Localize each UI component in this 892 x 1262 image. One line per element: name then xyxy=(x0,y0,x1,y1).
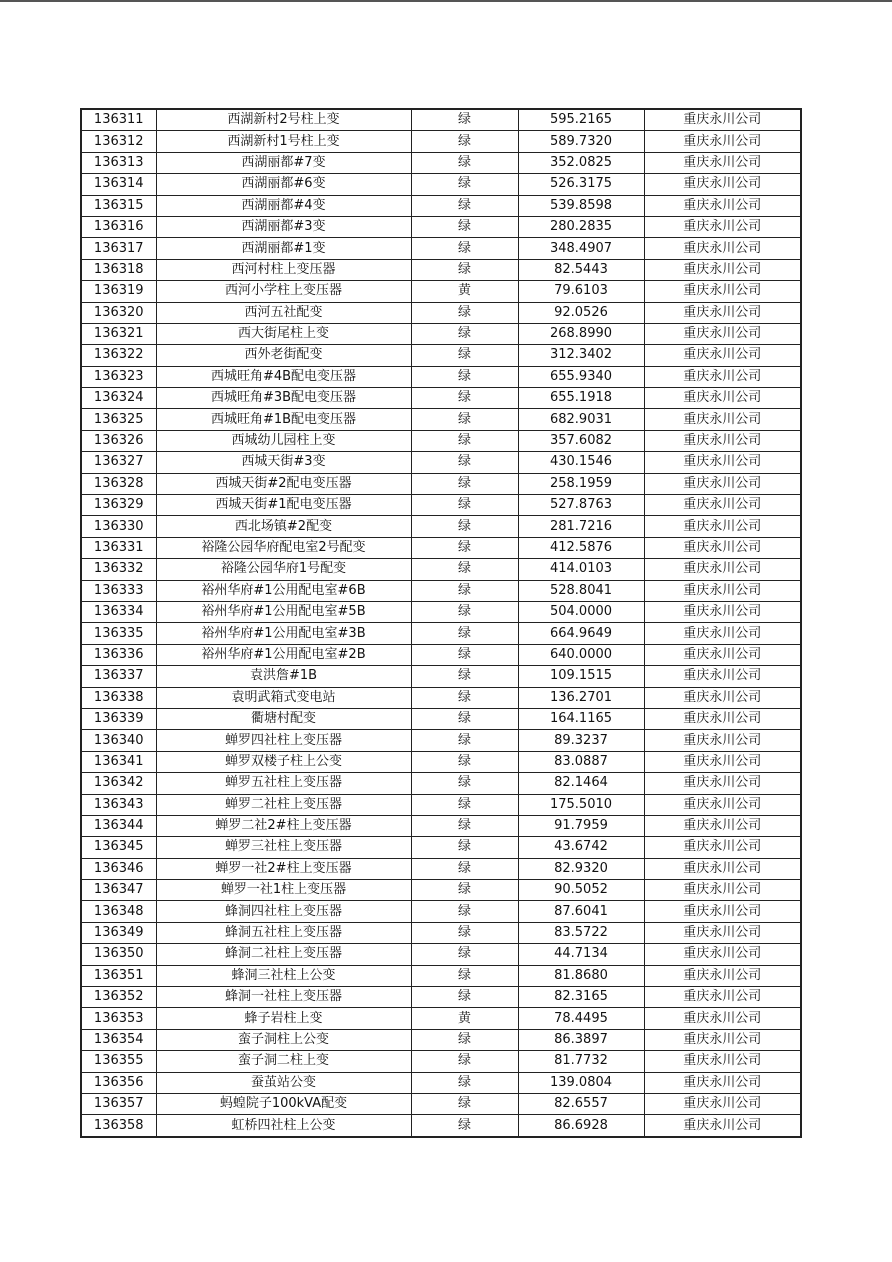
status-cell: 绿 xyxy=(411,452,518,473)
status-cell: 绿 xyxy=(411,366,518,387)
transformer-name-cell: 虹桥四社柱上公变 xyxy=(156,1115,411,1137)
status-cell: 绿 xyxy=(411,987,518,1008)
company-cell: 重庆永川公司 xyxy=(644,773,801,794)
company-cell: 重庆永川公司 xyxy=(644,430,801,451)
table-row xyxy=(81,687,801,708)
row-id-cell: 136331 xyxy=(81,537,156,558)
value-cell: 504.0000 xyxy=(518,601,644,622)
company-cell: 重庆永川公司 xyxy=(644,901,801,922)
table-row xyxy=(81,259,801,280)
transformer-name-cell: 西湖丽都#1变 xyxy=(156,238,411,259)
row-id-cell: 136347 xyxy=(81,880,156,901)
company-cell: 重庆永川公司 xyxy=(644,708,801,729)
company-cell: 重庆永川公司 xyxy=(644,302,801,323)
company-cell: 重庆永川公司 xyxy=(644,281,801,302)
company-cell: 重庆永川公司 xyxy=(644,409,801,430)
transformer-name-cell: 裕州华府#1公用配电室#6B xyxy=(156,580,411,601)
row-id-cell: 136345 xyxy=(81,837,156,858)
value-cell: 412.5876 xyxy=(518,537,644,558)
transformer-name-cell: 西河村柱上变压器 xyxy=(156,259,411,280)
value-cell: 527.8763 xyxy=(518,495,644,516)
company-cell: 重庆永川公司 xyxy=(644,965,801,986)
transformer-name-cell: 西外老街配变 xyxy=(156,345,411,366)
status-cell: 绿 xyxy=(411,131,518,152)
row-id-cell: 136314 xyxy=(81,174,156,195)
row-id-cell: 136351 xyxy=(81,965,156,986)
company-cell: 重庆永川公司 xyxy=(644,623,801,644)
transformer-name-cell: 裕隆公园华府配电室2号配变 xyxy=(156,537,411,558)
status-cell: 绿 xyxy=(411,644,518,665)
company-cell: 重庆永川公司 xyxy=(644,1115,801,1137)
transformer-name-cell: 蚂蝗院子100kVA配变 xyxy=(156,1093,411,1114)
row-id-cell: 136320 xyxy=(81,302,156,323)
table-row xyxy=(81,666,801,687)
status-cell: 绿 xyxy=(411,815,518,836)
status-cell: 绿 xyxy=(411,473,518,494)
company-cell: 重庆永川公司 xyxy=(644,944,801,965)
status-cell: 绿 xyxy=(411,1115,518,1137)
value-cell: 44.7134 xyxy=(518,944,644,965)
status-cell: 绿 xyxy=(411,388,518,409)
value-cell: 430.1546 xyxy=(518,452,644,473)
value-cell: 83.0887 xyxy=(518,751,644,772)
company-cell: 重庆永川公司 xyxy=(644,880,801,901)
value-cell: 82.3165 xyxy=(518,987,644,1008)
value-cell: 268.8990 xyxy=(518,323,644,344)
row-id-cell: 136349 xyxy=(81,922,156,943)
transformer-name-cell: 西城天街#3变 xyxy=(156,452,411,473)
row-id-cell: 136353 xyxy=(81,1008,156,1029)
value-cell: 281.7216 xyxy=(518,516,644,537)
value-cell: 655.1918 xyxy=(518,388,644,409)
company-cell: 重庆永川公司 xyxy=(644,580,801,601)
company-cell: 重庆永川公司 xyxy=(644,794,801,815)
transformer-name-cell: 西北场镇#2配变 xyxy=(156,516,411,537)
transformer-name-cell: 蛮子洞柱上公变 xyxy=(156,1029,411,1050)
status-cell: 绿 xyxy=(411,794,518,815)
status-cell: 绿 xyxy=(411,965,518,986)
row-id-cell: 136355 xyxy=(81,1051,156,1072)
transformer-name-cell: 蝉罗五社柱上变压器 xyxy=(156,773,411,794)
row-id-cell: 136356 xyxy=(81,1072,156,1093)
value-cell: 86.3897 xyxy=(518,1029,644,1050)
value-cell: 109.1515 xyxy=(518,666,644,687)
company-cell: 重庆永川公司 xyxy=(644,751,801,772)
status-cell: 绿 xyxy=(411,259,518,280)
row-id-cell: 136327 xyxy=(81,452,156,473)
status-cell: 绿 xyxy=(411,174,518,195)
table-row xyxy=(81,516,801,537)
table-row xyxy=(81,1072,801,1093)
row-id-cell: 136329 xyxy=(81,495,156,516)
table-row xyxy=(81,987,801,1008)
value-cell: 83.5722 xyxy=(518,922,644,943)
table-row xyxy=(81,1051,801,1072)
transformer-name-cell: 蚕茧站公变 xyxy=(156,1072,411,1093)
transformer-name-cell: 裕州华府#1公用配电室#5B xyxy=(156,601,411,622)
transformer-name-cell: 蜂洞三社柱上公变 xyxy=(156,965,411,986)
transformer-name-cell: 蝉罗双楼子柱上公变 xyxy=(156,751,411,772)
status-cell: 绿 xyxy=(411,559,518,580)
status-cell: 绿 xyxy=(411,773,518,794)
status-cell: 绿 xyxy=(411,238,518,259)
table-row xyxy=(81,858,801,879)
value-cell: 589.7320 xyxy=(518,131,644,152)
table-row xyxy=(81,794,801,815)
status-cell: 绿 xyxy=(411,409,518,430)
company-cell: 重庆永川公司 xyxy=(644,452,801,473)
transformer-name-cell: 袁洪詹#1B xyxy=(156,666,411,687)
value-cell: 82.5443 xyxy=(518,259,644,280)
row-id-cell: 136315 xyxy=(81,195,156,216)
value-cell: 86.6928 xyxy=(518,1115,644,1137)
row-id-cell: 136358 xyxy=(81,1115,156,1137)
value-cell: 78.4495 xyxy=(518,1008,644,1029)
row-id-cell: 136354 xyxy=(81,1029,156,1050)
company-cell: 重庆永川公司 xyxy=(644,238,801,259)
row-id-cell: 136312 xyxy=(81,131,156,152)
status-cell: 绿 xyxy=(411,858,518,879)
table-row xyxy=(81,1093,801,1114)
company-cell: 重庆永川公司 xyxy=(644,666,801,687)
transformer-name-cell: 蝉罗二社2#柱上变压器 xyxy=(156,815,411,836)
company-cell: 重庆永川公司 xyxy=(644,601,801,622)
value-cell: 352.0825 xyxy=(518,152,644,173)
value-cell: 312.3402 xyxy=(518,345,644,366)
row-id-cell: 136338 xyxy=(81,687,156,708)
transformer-name-cell: 西大街尾柱上变 xyxy=(156,323,411,344)
company-cell: 重庆永川公司 xyxy=(644,559,801,580)
table-row xyxy=(81,922,801,943)
table-row xyxy=(81,623,801,644)
company-cell: 重庆永川公司 xyxy=(644,644,801,665)
status-cell: 绿 xyxy=(411,901,518,922)
row-id-cell: 136357 xyxy=(81,1093,156,1114)
company-cell: 重庆永川公司 xyxy=(644,195,801,216)
status-cell: 绿 xyxy=(411,880,518,901)
transformer-name-cell: 蜂子岩柱上变 xyxy=(156,1008,411,1029)
table-row xyxy=(81,430,801,451)
company-cell: 重庆永川公司 xyxy=(644,730,801,751)
status-cell: 绿 xyxy=(411,751,518,772)
row-id-cell: 136333 xyxy=(81,580,156,601)
transformer-name-cell: 裕隆公园华府1号配变 xyxy=(156,559,411,580)
table-row xyxy=(81,773,801,794)
status-cell: 绿 xyxy=(411,580,518,601)
row-id-cell: 136313 xyxy=(81,152,156,173)
value-cell: 595.2165 xyxy=(518,109,644,131)
company-cell: 重庆永川公司 xyxy=(644,1029,801,1050)
status-cell: 绿 xyxy=(411,537,518,558)
company-cell: 重庆永川公司 xyxy=(644,323,801,344)
status-cell: 绿 xyxy=(411,323,518,344)
value-cell: 682.9031 xyxy=(518,409,644,430)
company-cell: 重庆永川公司 xyxy=(644,1051,801,1072)
company-cell: 重庆永川公司 xyxy=(644,837,801,858)
row-id-cell: 136322 xyxy=(81,345,156,366)
status-cell: 绿 xyxy=(411,495,518,516)
status-cell: 绿 xyxy=(411,195,518,216)
table-row xyxy=(81,708,801,729)
row-id-cell: 136334 xyxy=(81,601,156,622)
table-row xyxy=(81,473,801,494)
transformer-name-cell: 西湖新村2号柱上变 xyxy=(156,109,411,131)
value-cell: 348.4907 xyxy=(518,238,644,259)
row-id-cell: 136332 xyxy=(81,559,156,580)
value-cell: 90.5052 xyxy=(518,880,644,901)
row-id-cell: 136337 xyxy=(81,666,156,687)
value-cell: 82.1464 xyxy=(518,773,644,794)
transformer-name-cell: 蜂洞一社柱上变压器 xyxy=(156,987,411,1008)
value-cell: 81.7732 xyxy=(518,1051,644,1072)
company-cell: 重庆永川公司 xyxy=(644,1008,801,1029)
table-row xyxy=(81,1115,801,1137)
transformer-name-cell: 蛮子洞二柱上变 xyxy=(156,1051,411,1072)
company-cell: 重庆永川公司 xyxy=(644,1072,801,1093)
table-row xyxy=(81,323,801,344)
company-cell: 重庆永川公司 xyxy=(644,152,801,173)
transformer-name-cell: 蜂洞四社柱上变压器 xyxy=(156,901,411,922)
status-cell: 绿 xyxy=(411,1051,518,1072)
status-cell: 绿 xyxy=(411,666,518,687)
table-row xyxy=(81,1008,801,1029)
transformer-name-cell: 衢塘村配变 xyxy=(156,708,411,729)
table-row xyxy=(81,281,801,302)
company-cell: 重庆永川公司 xyxy=(644,109,801,131)
table-body xyxy=(81,109,801,1137)
table-row xyxy=(81,559,801,580)
value-cell: 526.3175 xyxy=(518,174,644,195)
row-id-cell: 136321 xyxy=(81,323,156,344)
value-cell: 164.1165 xyxy=(518,708,644,729)
row-id-cell: 136325 xyxy=(81,409,156,430)
value-cell: 89.3237 xyxy=(518,730,644,751)
company-cell: 重庆永川公司 xyxy=(644,815,801,836)
transformer-name-cell: 蜂洞二社柱上变压器 xyxy=(156,944,411,965)
company-cell: 重庆永川公司 xyxy=(644,131,801,152)
row-id-cell: 136319 xyxy=(81,281,156,302)
row-id-cell: 136340 xyxy=(81,730,156,751)
value-cell: 528.8041 xyxy=(518,580,644,601)
table-row xyxy=(81,965,801,986)
transformer-name-cell: 西城幼儿园柱上变 xyxy=(156,430,411,451)
status-cell: 绿 xyxy=(411,944,518,965)
status-cell: 绿 xyxy=(411,730,518,751)
table-row xyxy=(81,366,801,387)
value-cell: 81.8680 xyxy=(518,965,644,986)
row-id-cell: 136328 xyxy=(81,473,156,494)
row-id-cell: 136318 xyxy=(81,259,156,280)
table-row xyxy=(81,644,801,665)
status-cell: 绿 xyxy=(411,430,518,451)
table-row xyxy=(81,238,801,259)
row-id-cell: 136335 xyxy=(81,623,156,644)
status-cell: 绿 xyxy=(411,152,518,173)
value-cell: 175.5010 xyxy=(518,794,644,815)
transformer-name-cell: 西湖丽都#7变 xyxy=(156,152,411,173)
company-cell: 重庆永川公司 xyxy=(644,1093,801,1114)
table-row xyxy=(81,302,801,323)
value-cell: 139.0804 xyxy=(518,1072,644,1093)
company-cell: 重庆永川公司 xyxy=(644,495,801,516)
status-cell: 绿 xyxy=(411,1093,518,1114)
table-row xyxy=(81,409,801,430)
company-cell: 重庆永川公司 xyxy=(644,216,801,237)
row-id-cell: 136330 xyxy=(81,516,156,537)
value-cell: 357.6082 xyxy=(518,430,644,451)
value-cell: 655.9340 xyxy=(518,366,644,387)
value-cell: 258.1959 xyxy=(518,473,644,494)
row-id-cell: 136344 xyxy=(81,815,156,836)
value-cell: 92.0526 xyxy=(518,302,644,323)
status-cell: 绿 xyxy=(411,345,518,366)
table-row xyxy=(81,1029,801,1050)
table-row xyxy=(81,131,801,152)
company-cell: 重庆永川公司 xyxy=(644,473,801,494)
transformer-name-cell: 西湖丽都#4变 xyxy=(156,195,411,216)
company-cell: 重庆永川公司 xyxy=(644,345,801,366)
transformer-name-cell: 西城天街#2配电变压器 xyxy=(156,473,411,494)
data-table xyxy=(80,108,802,1138)
transformer-name-cell: 西湖丽都#3变 xyxy=(156,216,411,237)
status-cell: 绿 xyxy=(411,216,518,237)
table-row xyxy=(81,388,801,409)
company-cell: 重庆永川公司 xyxy=(644,987,801,1008)
status-cell: 绿 xyxy=(411,109,518,131)
company-cell: 重庆永川公司 xyxy=(644,537,801,558)
row-id-cell: 136323 xyxy=(81,366,156,387)
status-cell: 绿 xyxy=(411,708,518,729)
company-cell: 重庆永川公司 xyxy=(644,174,801,195)
row-id-cell: 136346 xyxy=(81,858,156,879)
table-row xyxy=(81,216,801,237)
table-row xyxy=(81,815,801,836)
company-cell: 重庆永川公司 xyxy=(644,922,801,943)
transformer-name-cell: 裕州华府#1公用配电室#2B xyxy=(156,644,411,665)
table-row xyxy=(81,345,801,366)
page-top-rule xyxy=(0,0,892,2)
transformer-name-cell: 袁明武箱式变电站 xyxy=(156,687,411,708)
status-cell: 绿 xyxy=(411,687,518,708)
row-id-cell: 136324 xyxy=(81,388,156,409)
row-id-cell: 136343 xyxy=(81,794,156,815)
value-cell: 414.0103 xyxy=(518,559,644,580)
company-cell: 重庆永川公司 xyxy=(644,858,801,879)
row-id-cell: 136342 xyxy=(81,773,156,794)
company-cell: 重庆永川公司 xyxy=(644,687,801,708)
table-row xyxy=(81,944,801,965)
table-row xyxy=(81,174,801,195)
transformer-name-cell: 西河五社配变 xyxy=(156,302,411,323)
transformer-name-cell: 西城旺角#3B配电变压器 xyxy=(156,388,411,409)
value-cell: 539.8598 xyxy=(518,195,644,216)
table-row xyxy=(81,580,801,601)
transformer-name-cell: 蝉罗三社柱上变压器 xyxy=(156,837,411,858)
table-row xyxy=(81,730,801,751)
transformer-name-cell: 西湖新村1号柱上变 xyxy=(156,131,411,152)
transformer-name-cell: 西城旺角#4B配电变压器 xyxy=(156,366,411,387)
table-row xyxy=(81,109,801,131)
company-cell: 重庆永川公司 xyxy=(644,366,801,387)
transformer-name-cell: 蝉罗四社柱上变压器 xyxy=(156,730,411,751)
value-cell: 640.0000 xyxy=(518,644,644,665)
value-cell: 280.2835 xyxy=(518,216,644,237)
transformer-name-cell: 蜂洞五社柱上变压器 xyxy=(156,922,411,943)
status-cell: 绿 xyxy=(411,837,518,858)
status-cell: 黄 xyxy=(411,281,518,302)
table-row xyxy=(81,751,801,772)
row-id-cell: 136311 xyxy=(81,109,156,131)
transformer-name-cell: 西湖丽都#6变 xyxy=(156,174,411,195)
status-cell: 绿 xyxy=(411,516,518,537)
status-cell: 绿 xyxy=(411,302,518,323)
value-cell: 91.7959 xyxy=(518,815,644,836)
transformer-name-cell: 西河小学柱上变压器 xyxy=(156,281,411,302)
table-row xyxy=(81,601,801,622)
table-row xyxy=(81,837,801,858)
value-cell: 82.9320 xyxy=(518,858,644,879)
status-cell: 绿 xyxy=(411,601,518,622)
row-id-cell: 136317 xyxy=(81,238,156,259)
status-cell: 绿 xyxy=(411,922,518,943)
value-cell: 79.6103 xyxy=(518,281,644,302)
company-cell: 重庆永川公司 xyxy=(644,516,801,537)
row-id-cell: 136339 xyxy=(81,708,156,729)
table-row xyxy=(81,495,801,516)
table-row xyxy=(81,880,801,901)
table-row xyxy=(81,452,801,473)
status-cell: 黄 xyxy=(411,1008,518,1029)
transformer-name-cell: 西城天街#1配电变压器 xyxy=(156,495,411,516)
transformer-name-cell: 蝉罗一社1柱上变压器 xyxy=(156,880,411,901)
row-id-cell: 136326 xyxy=(81,430,156,451)
table-row xyxy=(81,152,801,173)
row-id-cell: 136316 xyxy=(81,216,156,237)
company-cell: 重庆永川公司 xyxy=(644,388,801,409)
table-row xyxy=(81,537,801,558)
table-row xyxy=(81,195,801,216)
row-id-cell: 136350 xyxy=(81,944,156,965)
status-cell: 绿 xyxy=(411,623,518,644)
value-cell: 43.6742 xyxy=(518,837,644,858)
status-cell: 绿 xyxy=(411,1029,518,1050)
status-cell: 绿 xyxy=(411,1072,518,1093)
value-cell: 82.6557 xyxy=(518,1093,644,1114)
row-id-cell: 136348 xyxy=(81,901,156,922)
row-id-cell: 136336 xyxy=(81,644,156,665)
transformer-name-cell: 蝉罗一社2#柱上变压器 xyxy=(156,858,411,879)
row-id-cell: 136341 xyxy=(81,751,156,772)
transformer-name-cell: 西城旺角#1B配电变压器 xyxy=(156,409,411,430)
transformer-name-cell: 裕州华府#1公用配电室#3B xyxy=(156,623,411,644)
value-cell: 664.9649 xyxy=(518,623,644,644)
row-id-cell: 136352 xyxy=(81,987,156,1008)
transformer-name-cell: 蝉罗二社柱上变压器 xyxy=(156,794,411,815)
table-row xyxy=(81,901,801,922)
value-cell: 87.6041 xyxy=(518,901,644,922)
company-cell: 重庆永川公司 xyxy=(644,259,801,280)
value-cell: 136.2701 xyxy=(518,687,644,708)
